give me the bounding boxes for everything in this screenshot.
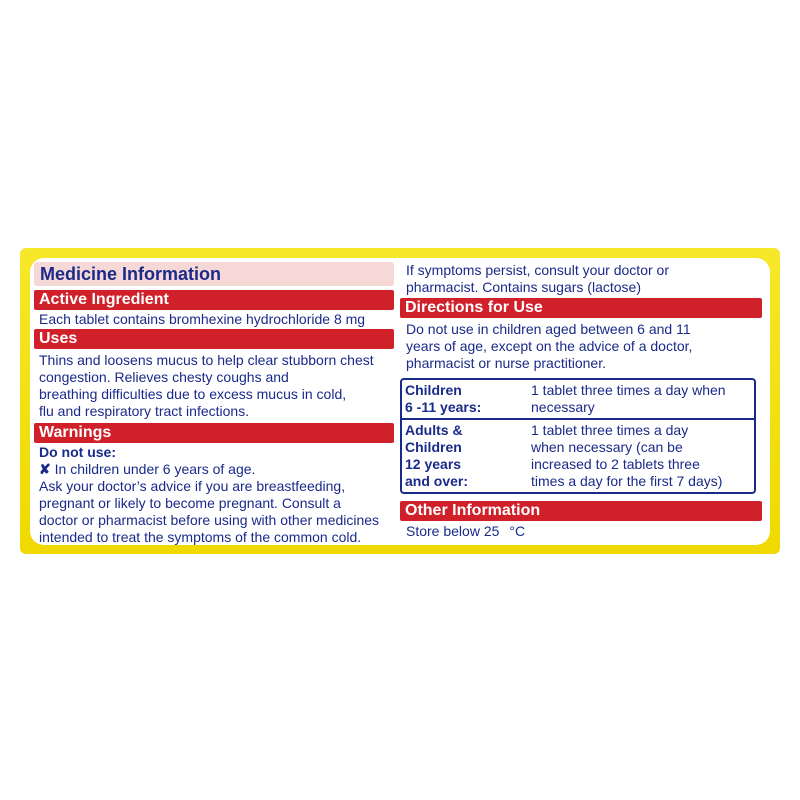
right-column xyxy=(400,262,762,540)
uses-text xyxy=(34,352,394,420)
directions-line: Do not use in children aged between 6 and 11 xyxy=(406,321,691,337)
warnings-heading: Warnings xyxy=(34,423,394,443)
directions-line: years of age, except on the advice of a doctor, xyxy=(406,338,693,354)
dosage-age-line: and over: xyxy=(405,473,469,489)
dosage-line: 1 tablet three times a day xyxy=(531,422,689,438)
dosage-line: 1 tablet three times a day when xyxy=(531,382,726,398)
do-not-use-label: Do not use: xyxy=(39,444,116,460)
dosage-table xyxy=(400,378,756,494)
symptoms-note xyxy=(400,262,762,296)
dosage-age-line: 6 -11 years: xyxy=(405,399,482,415)
dosage-instruction xyxy=(531,422,749,490)
uses-line: congestion. Relieves chesty coughs and xyxy=(39,369,289,385)
dosage-age-line: Children xyxy=(405,382,462,398)
active-ingredient-text: Each tablet contains bromhexine hydrochloride 8 mg xyxy=(39,311,366,327)
storage-text xyxy=(400,523,762,540)
warning-line: doctor or pharmacist before using with other medicines xyxy=(39,512,380,528)
cross-icon: ✘ xyxy=(39,461,51,477)
dosage-age-line: 12 years xyxy=(405,456,462,472)
warning-item-text: In children under 6 years of age. xyxy=(54,461,256,477)
uses-line: flu and respiratory tract infections. xyxy=(39,403,250,419)
dosage-line: increased to 2 tablets three xyxy=(531,456,700,472)
uses-line: Thins and loosens mucus to help clear stubborn chest xyxy=(39,352,374,368)
dosage-line: times a day for the first 7 days) xyxy=(531,473,723,489)
active-ingredient-heading: Active Ingredient xyxy=(34,290,394,310)
warnings-text xyxy=(34,444,394,546)
symptoms-line: If symptoms persist, consult your doctor or xyxy=(406,262,669,278)
left-column xyxy=(34,262,394,546)
warning-line: intended to treat the symptoms of the common cold. xyxy=(39,529,362,545)
dosage-age-label xyxy=(402,382,531,416)
dosage-age-label xyxy=(402,422,531,490)
uses-heading: Uses xyxy=(34,329,394,349)
dosage-line: when necessary (can be xyxy=(531,439,683,455)
warning-item xyxy=(39,461,394,478)
dosage-line: necessary xyxy=(531,399,595,415)
dosage-row-children xyxy=(402,380,754,418)
warning-line: pregnant or likely to become pregnant. Consult a xyxy=(39,495,341,511)
directions-line: pharmacist or nurse practitioner. xyxy=(406,355,606,371)
storage-unit: °C xyxy=(509,523,526,539)
symptoms-line: pharmacist. Contains sugars (lactose) xyxy=(406,279,641,295)
warning-line: Ask your doctor’s advice if you are breastfeeding, xyxy=(39,478,346,494)
storage-prefix: Store below 25 xyxy=(406,523,500,539)
medicine-information-title: Medicine Information xyxy=(34,262,394,286)
dosage-age-line: Adults & xyxy=(405,422,463,438)
dosage-age-line: Children xyxy=(405,439,462,455)
other-information-heading: Other Information xyxy=(400,501,762,521)
dosage-instruction xyxy=(531,382,749,416)
directions-text xyxy=(400,321,762,372)
directions-heading: Directions for Use xyxy=(400,298,762,318)
uses-line: breathing difficulties due to excess mucus in cold, xyxy=(39,386,347,402)
dosage-row-adults xyxy=(402,418,754,492)
